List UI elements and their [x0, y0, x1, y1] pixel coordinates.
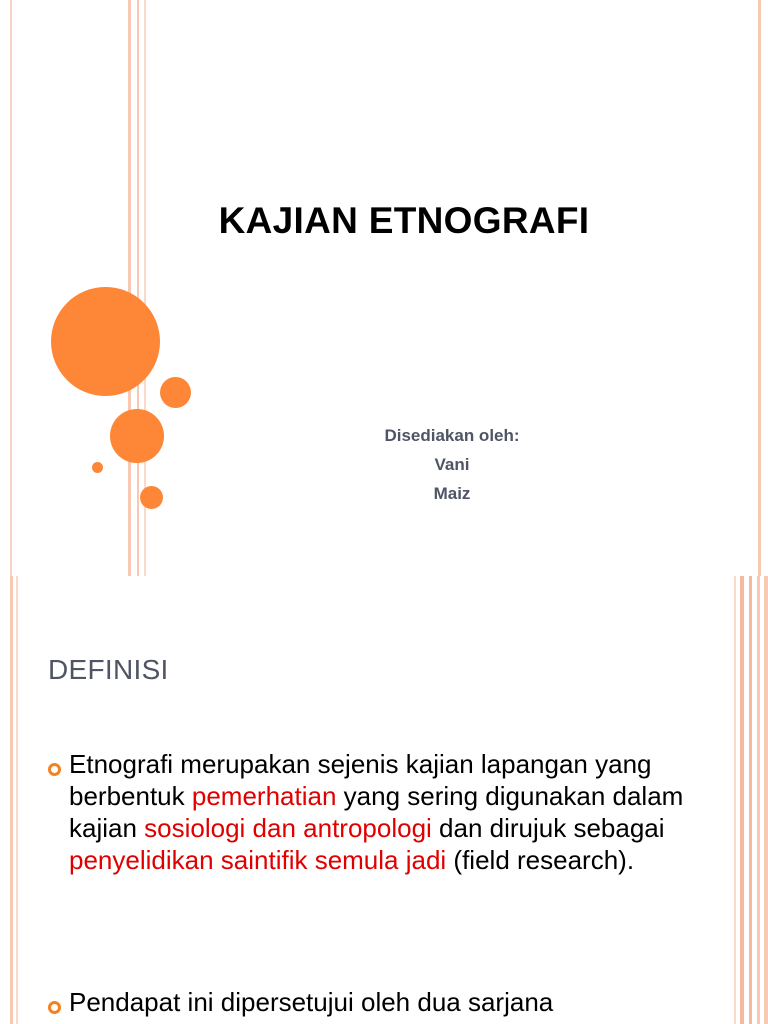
text-run: Pendapat ini dipersetujui oleh dua sarjana [69, 987, 554, 1017]
bullet-text [69, 748, 688, 876]
bullet-item [48, 748, 688, 876]
prepared-by-label: Disediakan oleh: [384, 426, 520, 445]
decor-stripe [16, 576, 18, 1024]
highlighted-term: sosiologi dan antropologi [144, 813, 432, 843]
text-run: Etnografi merupakan sejenis kajian lapangan yang berbentuk [69, 749, 652, 811]
section-heading: DEFINISI [48, 654, 169, 685]
bullet-text [69, 986, 688, 1018]
decor-circle-medium [110, 409, 164, 463]
slide-title: KAJIAN ETNOGRAFI [218, 200, 590, 241]
author-name: Maiz [433, 484, 471, 503]
decor-stripe [128, 0, 131, 576]
decor-stripe [137, 0, 139, 576]
decor-circle-large [51, 287, 160, 396]
decor-stripe [749, 576, 752, 1024]
highlighted-term: pemerhatian [191, 781, 337, 811]
decor-circle-small [160, 377, 191, 408]
definition-slide [0, 576, 768, 1024]
decor-stripe [10, 0, 12, 576]
text-run: (field research). [446, 845, 635, 875]
author-name: Vani [434, 455, 470, 474]
decor-circle-small [140, 486, 163, 509]
decor-stripe [764, 576, 768, 1024]
decor-stripe [758, 0, 761, 576]
decor-stripe [10, 576, 13, 1024]
decor-circle-tiny [92, 462, 103, 473]
circle-bullet-icon [48, 763, 61, 776]
decor-stripe [740, 576, 744, 1024]
text-run: yang sering digunakan dalam kajian [69, 781, 684, 843]
circle-bullet-icon [48, 1001, 61, 1014]
highlighted-term: penyelidikan saintifik semula jadi [69, 845, 447, 875]
decor-stripe [734, 576, 736, 1024]
decor-stripe [757, 576, 760, 1024]
text-run: dan dirujuk sebagai [431, 813, 665, 843]
bullet-item [48, 986, 688, 1018]
